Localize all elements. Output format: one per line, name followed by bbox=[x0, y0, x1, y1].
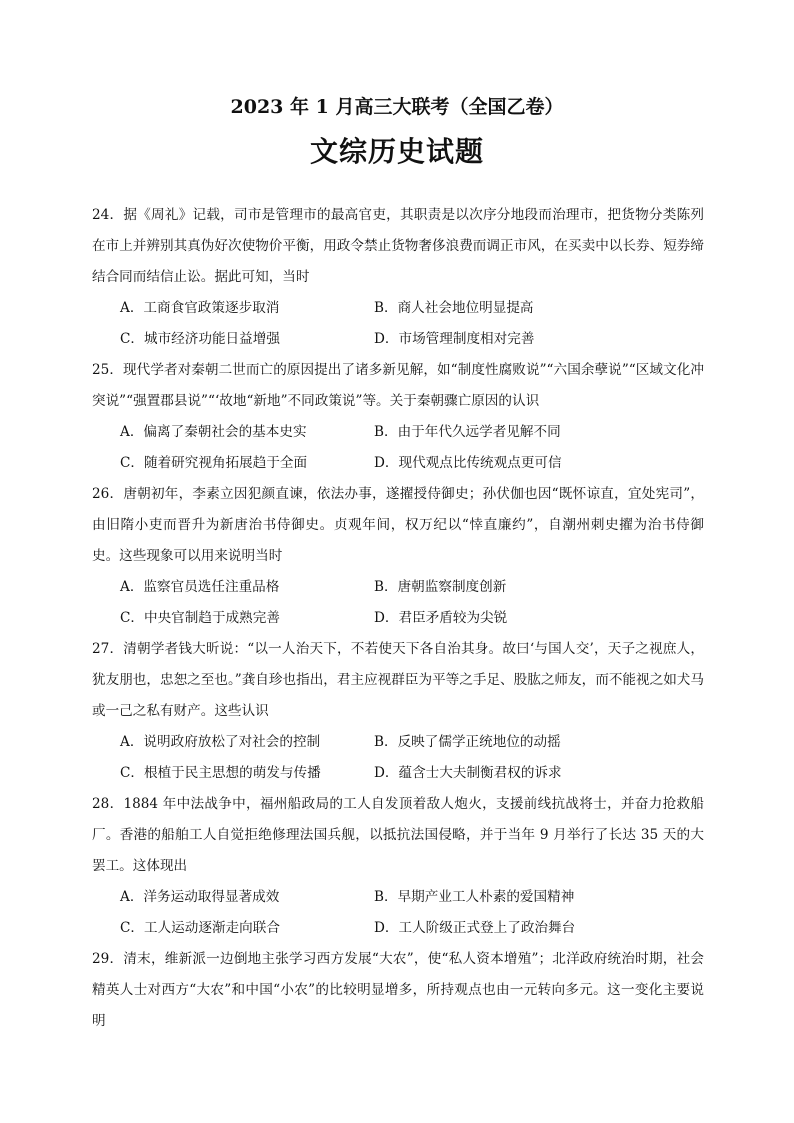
question-stem bbox=[92, 355, 704, 417]
option-row bbox=[92, 758, 704, 789]
answer-option: A．洋务运动取得显著成效 bbox=[120, 889, 280, 905]
answer-option: D．市场管理制度相对完善 bbox=[374, 331, 535, 347]
answer-option: C．随着研究视角拓展趋于全面 bbox=[120, 455, 308, 471]
answer-option: B．商人社会地位明显提高 bbox=[374, 300, 534, 316]
question-stem bbox=[92, 200, 704, 293]
question-stem bbox=[92, 944, 704, 1037]
question-2 bbox=[92, 479, 704, 634]
question-4 bbox=[92, 789, 704, 944]
answer-option: B．由于年代久远学者见解不同 bbox=[374, 424, 561, 440]
option-row bbox=[92, 448, 704, 479]
answer-option: B．早期产业工人朴素的爱国精神 bbox=[374, 889, 575, 905]
answer-option: A．说明政府放松了对社会的控制 bbox=[120, 734, 321, 750]
option-row bbox=[92, 882, 704, 913]
question-text: 1884 年中法战争中，福州船政局的工人自发顶着敌人炮火，支援前线抗战将士，并奋力抢救船厂。香港的船舶工人自觉拒绝修理法国兵舰，以抵抗法国侵略，并于当年 9 月举行了长达 35 天的大罢工。这体现出 bbox=[92, 796, 704, 874]
answer-option: A．监察官员选任注重品格 bbox=[120, 579, 280, 595]
question-stem bbox=[92, 789, 704, 882]
answer-option: C．中央官制趋于成熟完善 bbox=[120, 610, 280, 626]
question-1 bbox=[92, 355, 704, 479]
option-row bbox=[92, 324, 704, 355]
answer-option: B．唐朝监察制度创新 bbox=[374, 579, 507, 595]
answer-option: A．偏离了秦朝社会的基本史实 bbox=[120, 424, 307, 440]
option-row bbox=[92, 293, 704, 324]
question-number: 24． bbox=[92, 207, 124, 223]
answer-option: D．工人阶级正式登上了政治舞台 bbox=[374, 920, 576, 936]
question-number: 25． bbox=[92, 362, 124, 378]
question-0 bbox=[92, 200, 704, 355]
answer-option: B．反映了儒学正统地位的动摇 bbox=[374, 734, 561, 750]
question-number: 27． bbox=[92, 641, 124, 657]
option-row bbox=[92, 417, 704, 448]
question-stem bbox=[92, 634, 704, 727]
answer-option: D．蕴含士大夫制衡君权的诉求 bbox=[374, 765, 562, 781]
question-number: 29． bbox=[92, 951, 124, 967]
answer-option: D．现代观点比传统观点更可信 bbox=[374, 455, 562, 471]
question-text: 据《周礼》记载，司市是管理市的最高官吏，其职责是以次序分地段而治理市，把货物分类陈列在市上并辨别其真伪好次使物价平衡，用政令禁止货物奢侈浪费而调正市风，在买卖中以长券、短券缔结合同而结信止讼。据此可知，当时 bbox=[92, 207, 704, 285]
answer-option: C．城市经济功能日益增强 bbox=[120, 331, 280, 347]
question-5 bbox=[92, 944, 704, 1037]
question-text: 现代学者对秦朝二世而亡的原因提出了诸多新见解，如“制度性腐败说”“六国余孽说”“区域文化冲突说”“强置郡县说”“‘故地“新地”不同政策说”等。关于秦朝骤亡原因的认识 bbox=[92, 362, 704, 409]
option-row bbox=[92, 727, 704, 758]
question-stem bbox=[92, 479, 704, 572]
question-list bbox=[92, 200, 704, 1037]
option-row bbox=[92, 913, 704, 944]
answer-option: C．工人运动逐渐走向联合 bbox=[120, 920, 280, 936]
question-text: 清末，维新派一边倒地主张学习西方发展“大农”，使“私人资本增殖”；北洋政府统治时期，社会精英人士对西方“大农”和中国“小农”的比较明显增多，所持观点也由一元转向多元。这一变化主要说明 bbox=[92, 951, 704, 1029]
question-number: 26． bbox=[92, 486, 124, 502]
exam-title: 2023 年 1 月高三大联考（全国乙卷） bbox=[230, 96, 564, 118]
option-row bbox=[92, 603, 704, 634]
answer-option: C．根植于民主思想的萌发与传播 bbox=[120, 765, 321, 781]
question-3 bbox=[92, 634, 704, 789]
option-row bbox=[92, 572, 704, 603]
question-text: 清朝学者钱大昕说：“以一人治天下，不若使天下各自治其身。故曰‘与国人交’，天子之视庶人，犹友朋也，忠恕之至也。”龚自珍也指出，君主应视群臣为平等之手足、股肱之师友，而不能视之如犬马或一己之私有财产。这些认识 bbox=[92, 641, 704, 719]
answer-option: D．君臣矛盾较为尖锐 bbox=[374, 610, 508, 626]
answer-option: A．工商食官政策逐步取消 bbox=[120, 300, 280, 316]
question-text: 唐朝初年，李素立因犯颜直谏，依法办事，遂擢授侍御史；孙伏伽也因“既怀谅直，宜处宪司”，由旧隋小吏而晋升为新唐治书侍御史。贞观年间，权万纪以“悻直廉约”，自潮州刺史擢为治书侍御史。这些现象可以用来说明当时 bbox=[92, 486, 704, 564]
question-number: 28． bbox=[92, 796, 124, 812]
exam-subtitle: 文综历史试题 bbox=[309, 135, 484, 168]
